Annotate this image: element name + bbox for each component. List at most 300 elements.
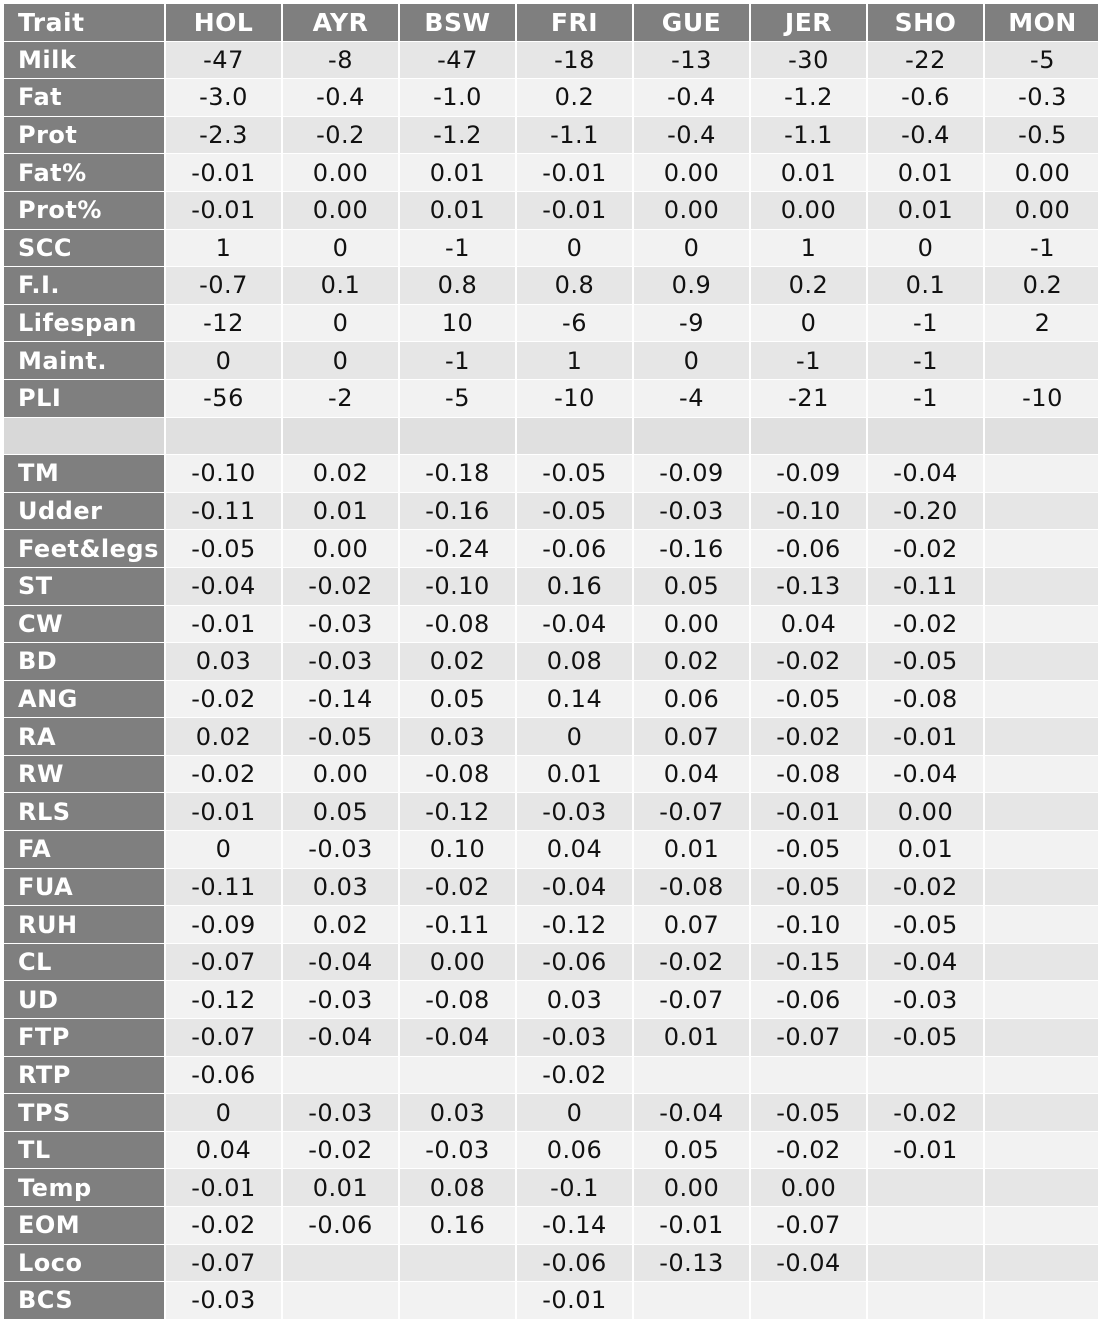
value-cell: -0.01 (517, 192, 632, 229)
trait-label: EOM (4, 1207, 164, 1244)
value-cell: -0.05 (751, 681, 866, 718)
value-cell: 0.16 (400, 1207, 515, 1244)
breed-column-header: MON (985, 4, 1098, 41)
value-cell: -0.06 (517, 944, 632, 981)
table-row (4, 1207, 1098, 1244)
trait-label: UD (4, 981, 164, 1018)
value-cell: -21 (751, 380, 866, 417)
value-cell: -0.04 (868, 756, 983, 793)
value-cell: 2 (985, 305, 1098, 342)
value-cell: 1 (517, 342, 632, 379)
table-row (4, 1094, 1098, 1131)
trait-label: Prot (4, 117, 164, 154)
value-cell: 0 (751, 305, 866, 342)
value-cell: -0.06 (751, 530, 866, 567)
value-cell: -0.07 (166, 1019, 281, 1056)
value-cell: -1 (868, 342, 983, 379)
value-cell (283, 1282, 398, 1319)
value-cell: 0 (283, 342, 398, 379)
trait-label: Lifespan (4, 305, 164, 342)
value-cell (985, 831, 1098, 868)
value-cell: -0.06 (517, 530, 632, 567)
value-cell: -0.01 (166, 606, 281, 643)
value-cell (985, 1094, 1098, 1131)
value-cell: 0.05 (634, 1132, 749, 1169)
value-cell: 0.00 (283, 756, 398, 793)
value-cell: -10 (517, 380, 632, 417)
value-cell (985, 1057, 1098, 1094)
value-cell: -0.11 (166, 869, 281, 906)
value-cell (985, 756, 1098, 793)
value-cell: 0.00 (634, 1169, 749, 1206)
value-cell: -0.01 (634, 1207, 749, 1244)
value-cell: 0.00 (634, 154, 749, 191)
trait-label: RW (4, 756, 164, 793)
value-cell (985, 568, 1098, 605)
table-row (4, 267, 1098, 304)
value-cell: -1.1 (517, 117, 632, 154)
value-cell: 0.02 (283, 455, 398, 492)
table-row (4, 154, 1098, 191)
value-cell: -2 (283, 380, 398, 417)
value-cell: 0.02 (400, 643, 515, 680)
value-cell: -0.06 (517, 1245, 632, 1282)
trait-label: Feet&legs (4, 530, 164, 567)
value-cell: 0.01 (751, 154, 866, 191)
value-cell: -0.20 (868, 493, 983, 530)
value-cell: -0.05 (517, 455, 632, 492)
value-cell: -1 (985, 230, 1098, 267)
value-cell: 0.04 (634, 756, 749, 793)
value-cell (985, 1207, 1098, 1244)
value-cell: -0.16 (400, 493, 515, 530)
value-cell (985, 1019, 1098, 1056)
value-cell: -0.04 (517, 869, 632, 906)
table-row (4, 1245, 1098, 1282)
trait-label: RUH (4, 906, 164, 943)
value-cell: 0.00 (634, 606, 749, 643)
value-cell: -0.11 (400, 906, 515, 943)
value-cell: -0.04 (400, 1019, 515, 1056)
value-cell: 0 (634, 230, 749, 267)
trait-label: CL (4, 944, 164, 981)
table-row (4, 981, 1098, 1018)
trait-label: TPS (4, 1094, 164, 1131)
value-cell (283, 418, 398, 455)
table-row (4, 342, 1098, 379)
value-cell: -0.07 (166, 1245, 281, 1282)
value-cell: -0.10 (751, 906, 866, 943)
value-cell (985, 869, 1098, 906)
value-cell: 0.00 (985, 154, 1098, 191)
value-cell: 0.02 (283, 906, 398, 943)
value-cell (517, 418, 632, 455)
value-cell: -0.11 (868, 568, 983, 605)
value-cell: 0.2 (751, 267, 866, 304)
value-cell (400, 418, 515, 455)
value-cell (985, 643, 1098, 680)
table-row (4, 869, 1098, 906)
value-cell: 0.00 (985, 192, 1098, 229)
value-cell: -1.1 (751, 117, 866, 154)
value-cell: -1 (400, 342, 515, 379)
trait-label: F.I. (4, 267, 164, 304)
value-cell: -0.02 (166, 756, 281, 793)
value-cell: -0.01 (166, 192, 281, 229)
value-cell (985, 493, 1098, 530)
breed-column-header: FRI (517, 4, 632, 41)
value-cell: -0.04 (868, 455, 983, 492)
value-cell: -0.01 (868, 1132, 983, 1169)
value-cell: -0.2 (283, 117, 398, 154)
value-cell: 0 (517, 1094, 632, 1131)
value-cell (868, 1245, 983, 1282)
value-cell: 0.00 (751, 192, 866, 229)
value-cell (985, 1282, 1098, 1319)
table-row (4, 455, 1098, 492)
value-cell: -0.08 (400, 981, 515, 1018)
table-row (4, 1019, 1098, 1056)
value-cell: -0.18 (400, 455, 515, 492)
value-cell: -0.04 (517, 606, 632, 643)
trait-label: FA (4, 831, 164, 868)
value-cell: -0.04 (283, 944, 398, 981)
value-cell (283, 1057, 398, 1094)
table-row (4, 1282, 1098, 1319)
value-cell: -0.06 (751, 981, 866, 1018)
value-cell: 0.08 (517, 643, 632, 680)
value-cell: 0.01 (634, 831, 749, 868)
value-cell: 0.00 (868, 793, 983, 830)
trait-label: CW (4, 606, 164, 643)
value-cell: 0.04 (751, 606, 866, 643)
value-cell: -6 (517, 305, 632, 342)
value-cell: -0.02 (751, 643, 866, 680)
value-cell: 0.00 (751, 1169, 866, 1206)
value-cell: 0.02 (166, 718, 281, 755)
table-row (4, 944, 1098, 981)
value-cell: 0.02 (634, 643, 749, 680)
value-cell: -12 (166, 305, 281, 342)
value-cell (868, 1282, 983, 1319)
value-cell: -1 (868, 305, 983, 342)
value-cell: -0.05 (868, 906, 983, 943)
value-cell: -0.02 (868, 1094, 983, 1131)
value-cell (985, 606, 1098, 643)
value-cell: 0.01 (634, 1019, 749, 1056)
value-cell: -0.4 (634, 117, 749, 154)
value-cell: 0.06 (634, 681, 749, 718)
value-cell: -0.02 (166, 681, 281, 718)
value-cell: -0.01 (868, 718, 983, 755)
value-cell: -0.12 (400, 793, 515, 830)
value-cell: 0.01 (283, 1169, 398, 1206)
table-row (4, 718, 1098, 755)
value-cell: -0.03 (634, 493, 749, 530)
value-cell: 0.07 (634, 906, 749, 943)
table-row (4, 1132, 1098, 1169)
value-cell: 0 (166, 1094, 281, 1131)
value-cell: -0.07 (751, 1019, 866, 1056)
value-cell: -0.12 (517, 906, 632, 943)
value-cell (400, 1282, 515, 1319)
value-cell: -1.2 (751, 79, 866, 116)
value-cell: -0.09 (634, 455, 749, 492)
breed-column-header: HOL (166, 4, 281, 41)
value-cell: 0.01 (517, 756, 632, 793)
value-cell: -0.08 (634, 869, 749, 906)
value-cell: -5 (985, 42, 1098, 79)
value-cell: -0.6 (868, 79, 983, 116)
value-cell: -0.14 (283, 681, 398, 718)
value-cell: -0.09 (166, 906, 281, 943)
value-cell (751, 1282, 866, 1319)
value-cell: 0.03 (166, 643, 281, 680)
value-cell: -8 (283, 42, 398, 79)
value-cell: -0.11 (166, 493, 281, 530)
value-cell: -0.03 (517, 1019, 632, 1056)
value-cell: 0.14 (517, 681, 632, 718)
trait-label (4, 418, 164, 455)
value-cell: -0.02 (751, 718, 866, 755)
value-cell: -5 (400, 380, 515, 417)
value-cell: -0.06 (283, 1207, 398, 1244)
trait-label: Maint. (4, 342, 164, 379)
value-cell: -0.06 (166, 1057, 281, 1094)
value-cell: -0.13 (751, 568, 866, 605)
value-cell: -0.03 (283, 606, 398, 643)
trait-label: Loco (4, 1245, 164, 1282)
value-cell (166, 418, 281, 455)
value-cell: -18 (517, 42, 632, 79)
value-cell: -0.1 (517, 1169, 632, 1206)
trait-label: TL (4, 1132, 164, 1169)
value-cell: -1.0 (400, 79, 515, 116)
value-cell: 0.07 (634, 718, 749, 755)
value-cell: 0 (283, 305, 398, 342)
value-cell (985, 1245, 1098, 1282)
value-cell: -13 (634, 42, 749, 79)
value-cell: 0 (634, 342, 749, 379)
value-cell: -0.08 (868, 681, 983, 718)
value-cell: 0.2 (517, 79, 632, 116)
value-cell: -4 (634, 380, 749, 417)
value-cell: 0.1 (283, 267, 398, 304)
trait-label: RTP (4, 1057, 164, 1094)
value-cell: 0.01 (400, 192, 515, 229)
value-cell: -0.05 (751, 869, 866, 906)
value-cell: -0.4 (634, 79, 749, 116)
value-cell: -56 (166, 380, 281, 417)
spacer-row (4, 418, 1098, 455)
value-cell: 0.04 (166, 1132, 281, 1169)
value-cell: -0.04 (751, 1245, 866, 1282)
breed-column-header: BSW (400, 4, 515, 41)
value-cell (868, 418, 983, 455)
value-cell (985, 455, 1098, 492)
value-cell: -0.02 (634, 944, 749, 981)
value-cell (985, 530, 1098, 567)
value-cell (985, 1132, 1098, 1169)
value-cell: -0.02 (751, 1132, 866, 1169)
value-cell (985, 342, 1098, 379)
value-cell (634, 1057, 749, 1094)
table-row (4, 117, 1098, 154)
value-cell: -0.08 (400, 606, 515, 643)
value-cell (634, 418, 749, 455)
table-row (4, 756, 1098, 793)
value-cell: -0.07 (634, 981, 749, 1018)
value-cell (868, 1207, 983, 1244)
trait-label: Milk (4, 42, 164, 79)
value-cell: -0.01 (517, 1282, 632, 1319)
table-row (4, 906, 1098, 943)
value-cell: -0.02 (868, 530, 983, 567)
table-body (4, 42, 1098, 1319)
trait-label: SCC (4, 230, 164, 267)
value-cell: -0.01 (517, 154, 632, 191)
value-cell: -0.24 (400, 530, 515, 567)
value-cell: -0.05 (868, 1019, 983, 1056)
value-cell: -3.0 (166, 79, 281, 116)
value-cell: -0.02 (868, 869, 983, 906)
value-cell: -0.05 (283, 718, 398, 755)
value-cell: 0 (517, 718, 632, 755)
value-cell: -0.04 (166, 568, 281, 605)
value-cell: -0.09 (751, 455, 866, 492)
value-cell: 0.01 (868, 154, 983, 191)
trait-label: FUA (4, 869, 164, 906)
table-row (4, 831, 1098, 868)
value-cell: 0.00 (283, 192, 398, 229)
value-cell: 0.05 (634, 568, 749, 605)
value-cell: 0 (166, 831, 281, 868)
value-cell (751, 1057, 866, 1094)
value-cell: 0.1 (868, 267, 983, 304)
value-cell: -0.05 (751, 831, 866, 868)
value-cell: -0.03 (283, 1094, 398, 1131)
value-cell: 0.00 (400, 944, 515, 981)
value-cell: 0.03 (517, 981, 632, 1018)
value-cell: -0.03 (283, 643, 398, 680)
value-cell: 0.01 (400, 154, 515, 191)
value-cell: -0.03 (283, 981, 398, 1018)
value-cell: -0.05 (166, 530, 281, 567)
value-cell: -22 (868, 42, 983, 79)
table-row (4, 192, 1098, 229)
value-cell: -0.5 (985, 117, 1098, 154)
value-cell: 0.00 (634, 192, 749, 229)
value-cell (985, 793, 1098, 830)
value-cell: 0.01 (868, 192, 983, 229)
value-cell: -0.3 (985, 79, 1098, 116)
value-cell: 0.05 (283, 793, 398, 830)
value-cell: 0.01 (868, 831, 983, 868)
value-cell: -30 (751, 42, 866, 79)
value-cell: -2.3 (166, 117, 281, 154)
breed-column-header: JER (751, 4, 866, 41)
breed-column-header: GUE (634, 4, 749, 41)
table-row (4, 643, 1098, 680)
value-cell: 0 (283, 230, 398, 267)
value-cell (985, 418, 1098, 455)
value-cell (985, 944, 1098, 981)
value-cell: -0.08 (400, 756, 515, 793)
value-cell (283, 1245, 398, 1282)
value-cell (400, 1245, 515, 1282)
value-cell: -0.12 (166, 981, 281, 1018)
value-cell: -0.07 (634, 793, 749, 830)
table-row (4, 1057, 1098, 1094)
value-cell: -0.05 (517, 493, 632, 530)
trait-column-header: Trait (4, 4, 164, 41)
value-cell: -0.07 (166, 944, 281, 981)
value-cell: -0.01 (166, 154, 281, 191)
breed-column-header: AYR (283, 4, 398, 41)
value-cell: 1 (751, 230, 866, 267)
value-cell (985, 981, 1098, 1018)
value-cell (868, 1057, 983, 1094)
value-cell: 0.05 (400, 681, 515, 718)
value-cell: 0.9 (634, 267, 749, 304)
trait-label: RA (4, 718, 164, 755)
value-cell: 0.03 (400, 718, 515, 755)
value-cell: 0.06 (517, 1132, 632, 1169)
value-cell: -0.02 (283, 568, 398, 605)
value-cell: 0.00 (283, 154, 398, 191)
trait-label: BCS (4, 1282, 164, 1319)
value-cell: -0.01 (166, 1169, 281, 1206)
table-row (4, 305, 1098, 342)
value-cell: 0.8 (400, 267, 515, 304)
value-cell: 0.8 (517, 267, 632, 304)
trait-label: ANG (4, 681, 164, 718)
value-cell: -0.02 (868, 606, 983, 643)
value-cell: 0.04 (517, 831, 632, 868)
value-cell: -0.15 (751, 944, 866, 981)
value-cell: 0.01 (283, 493, 398, 530)
table-row (4, 230, 1098, 267)
table-row (4, 530, 1098, 567)
value-cell: -0.13 (634, 1245, 749, 1282)
value-cell: 0.2 (985, 267, 1098, 304)
value-cell: -1 (751, 342, 866, 379)
value-cell: 1 (166, 230, 281, 267)
value-cell: -0.10 (400, 568, 515, 605)
value-cell (985, 1169, 1098, 1206)
value-cell: 0 (517, 230, 632, 267)
value-cell (751, 418, 866, 455)
value-cell: 0.03 (400, 1094, 515, 1131)
value-cell: -0.14 (517, 1207, 632, 1244)
table-row (4, 42, 1098, 79)
trait-label: Fat (4, 79, 164, 116)
value-cell: 0 (166, 342, 281, 379)
trait-label: FTP (4, 1019, 164, 1056)
value-cell: -0.4 (283, 79, 398, 116)
trait-label: Fat% (4, 154, 164, 191)
value-cell: 0.00 (283, 530, 398, 567)
trait-breed-table (2, 3, 1098, 1320)
value-cell: -0.08 (751, 756, 866, 793)
value-cell (868, 1169, 983, 1206)
value-cell (985, 681, 1098, 718)
value-cell: -0.03 (400, 1132, 515, 1169)
table-row (4, 793, 1098, 830)
header-row (4, 4, 1098, 41)
value-cell: 0.08 (400, 1169, 515, 1206)
value-cell: -0.01 (166, 793, 281, 830)
